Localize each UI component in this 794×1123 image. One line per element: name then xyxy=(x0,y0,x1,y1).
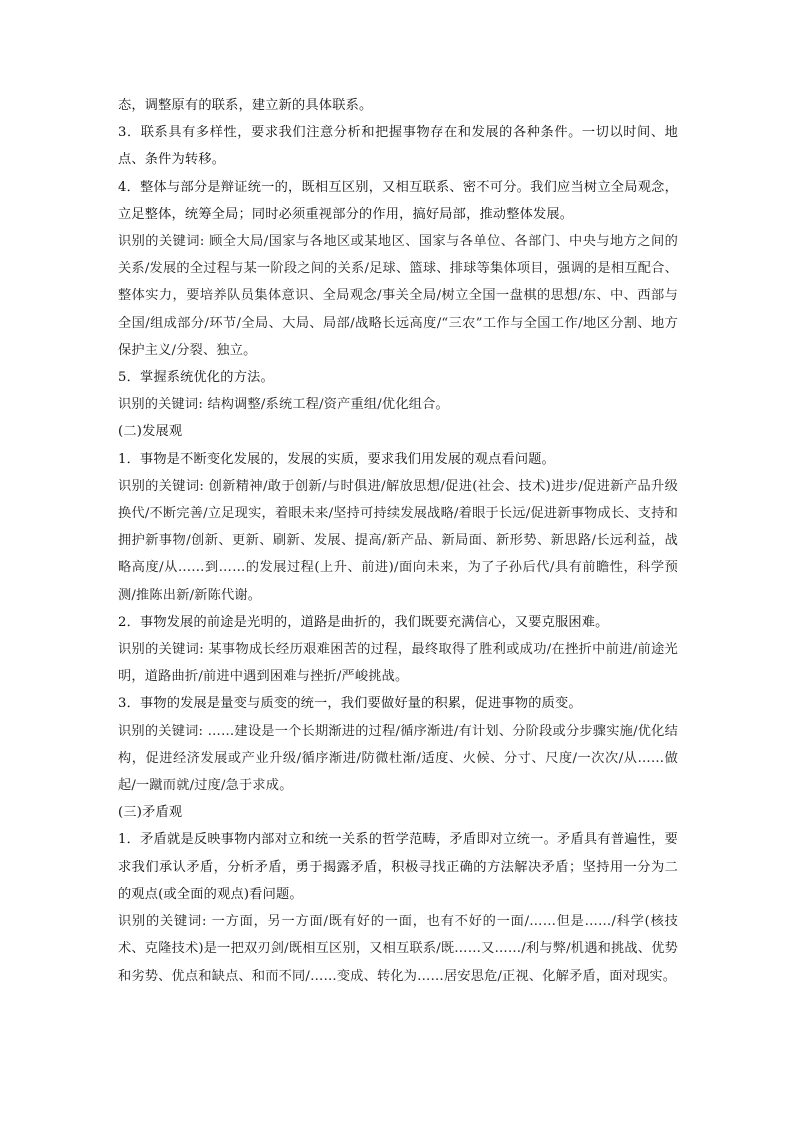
keywords-dev-point-1: 识别的关键词: 创新精神/敢于创新/与时俱进/解放思想/促进(社会、技术)进步/促进新产品升级换代/不断完善/立足现实，着眼未来/坚持可持续发展战略/着眼于长远/促进新事物成长、支持和拥护新事物/创新、更新、刷新、发展、提高/新产品、新局面、新形势、新思路/长远利益，战略高度/从……到……的发展过程(上升、前进)/面向未来，为了子孙后代/具有前瞻性，科学预测/推陈出新/新陈代谢。 xyxy=(118,478,678,603)
section-heading-contradiction: (三)矛盾观 xyxy=(118,805,183,821)
paragraph-point-5-system: 5．掌握系统优化的方法。 xyxy=(118,370,274,386)
keywords-system: 识别的关键词: 结构调整/系统工程/资产重组/优化组合。 xyxy=(118,397,449,413)
paragraph-continuation: 态，调整原有的联系，建立新的具体联系。 xyxy=(118,98,373,113)
paragraph-dev-point-2: 2．事物发展的前途是光明的，道路是曲折的，我们既要充满信心，又要克服困难。 xyxy=(118,614,609,630)
paragraph-point-4-whole-part: 4．整体与部分是辩证统一的，既相互区别，又相互联系、密不可分。我们应当树立全局观念，立足整体，统筹全局；同时必须重视部分的作用，搞好局部，推动整体发展。 xyxy=(118,179,678,222)
keywords-dev-point-3: 识别的关键词: ……建设是一个长期渐进的过程/循序渐进/有计划、分阶段或分步骤实施/优化结构，促进经济发展或产业升级/循序渐进/防微杜渐/适度、火候、分寸、尺度/一次次/从……做起/一蹴而就/过度/急于求成。 xyxy=(118,723,678,794)
paragraph-contradiction-point-1: 1．矛盾就是反映事物内部对立和统一关系的哲学范畴，矛盾即对立统一。矛盾具有普遍性，要求我们承认矛盾，分析矛盾，勇于揭露矛盾，积极寻找正确的方法解决矛盾；坚持用一分为二的观点(或全面的观点)看问题。 xyxy=(118,832,678,902)
document-body xyxy=(118,92,678,990)
paragraph-point-3-diversity: 3．联系具有多样性，要求我们注意分析和把握事物存在和发展的各种条件。一切以时间、地点、条件为转移。 xyxy=(118,125,678,168)
paragraph-dev-point-1: 1．事物是不断变化发展的，发展的实质，要求我们用发展的观点看问题。 xyxy=(118,451,555,467)
keywords-dev-point-2: 识别的关键词: 某事物成长经历艰难困苦的过程，最终取得了胜利或成功/在挫折中前进/前途光明，道路曲折/前进中遇到困难与挫折/严峻挑战。 xyxy=(118,642,678,685)
keywords-contradiction-point-1: 识别的关键词: 一方面，另一方面/既有好的一面，也有不好的一面/……但是……/科学(核技术、克隆技术)是一把双刃剑/既相互区别，又相互联系/既……又……/利与弊/机遇和挑战、优势和劣势、优点和缺点、和而不同/……变成、转化为……居安思危/正视、化解矛盾，面对现实。 xyxy=(118,914,678,984)
paragraph-dev-point-3: 3．事物的发展是量变与质变的统一，我们要做好量的积累，促进事物的质变。 xyxy=(118,696,582,712)
keywords-whole-part: 识别的关键词: 顾全大局/国家与各地区或某地区、国家与各单位、各部门、中央与地方之间的关系/发展的全过程与某一阶段之间的关系/足球、篮球、排球等集体项目，强调的是相互配合、整体实力，要培养队员集体意识、全局观念/事关全局/树立全国一盘棋的思想/东、中、西部与全国/组成部分/环节/全局、大局、局部/战略长远高度/“三农”工作与全国工作/地区分割、地方保护主义/分裂、独立。 xyxy=(118,234,678,358)
section-heading-development: (二)发展观 xyxy=(118,424,183,440)
